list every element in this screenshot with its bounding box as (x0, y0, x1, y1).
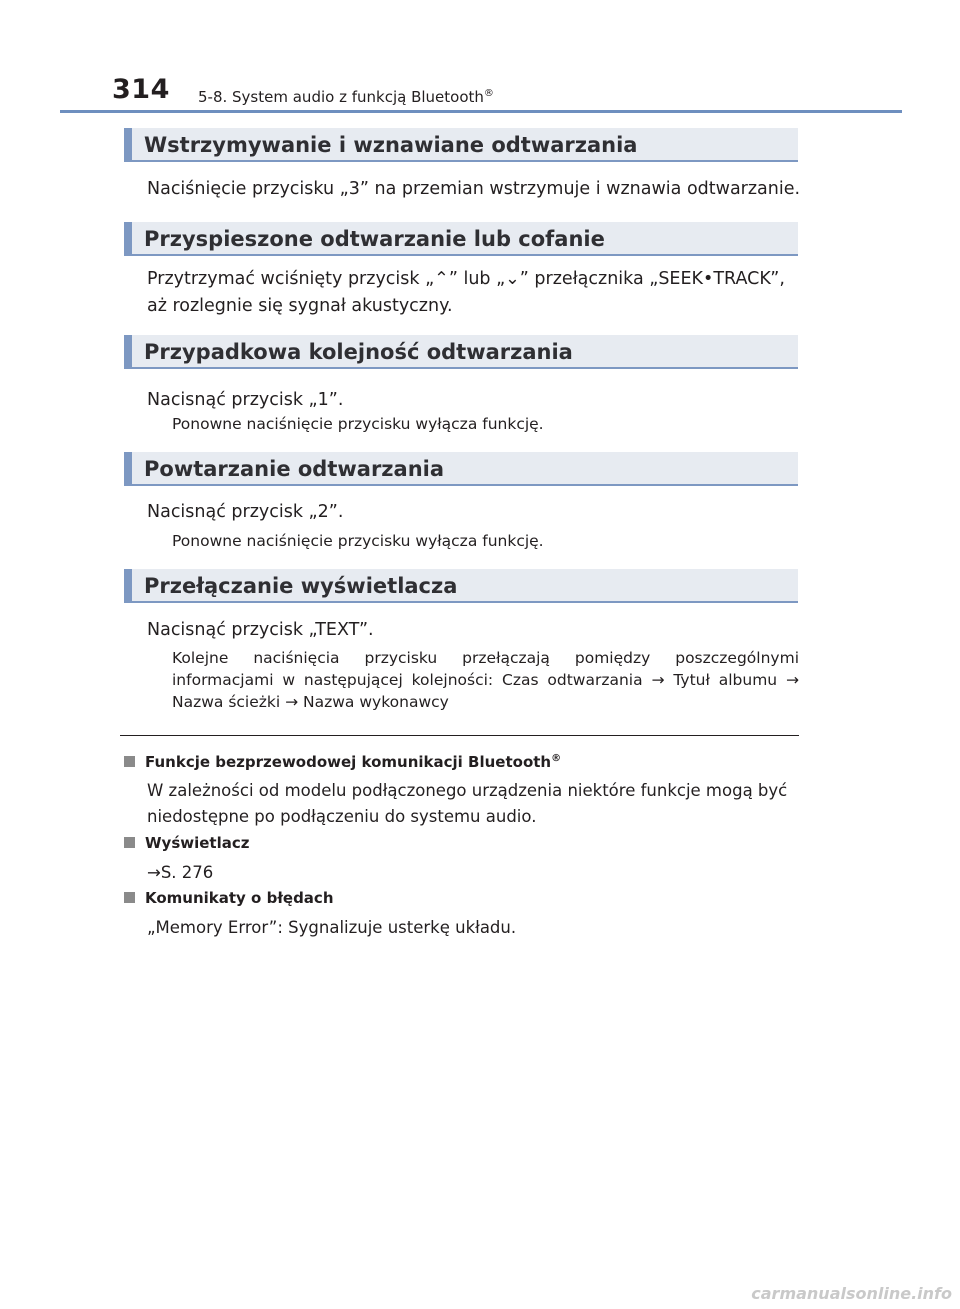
note-heading-errors (124, 889, 334, 907)
section-title: Przyspieszone odtwarzanie lub cofanie (144, 227, 605, 251)
section-title: Powtarzanie odtwarzania (144, 457, 445, 481)
chapter-title-text: 5-8. System audio z funkcją Bluetooth (198, 88, 484, 106)
header-rule (60, 110, 902, 113)
note-title: Funkcje bezprzewodowej komunikacji Bluetooth (145, 753, 552, 771)
section-heading-pause-resume (124, 128, 798, 162)
note-text: W zależności od modelu podłączonego urządzenia niektóre funkcje mogą być niedostępne po podłączeniu do systemu audio. (147, 781, 788, 826)
note-heading-display (124, 834, 249, 852)
section-subtext: Kolejne naciśnięcia przycisku przełączają pomiędzy poszczególnymi informacjami w następującej kolejności: Czas odtwarzania → Tytuł albumu → Nazwa ścieżki → Nazwa wykonawcy (172, 649, 799, 711)
section-heading-display (124, 569, 798, 603)
note-heading-bluetooth (124, 753, 561, 771)
section-heading-repeat (124, 452, 798, 486)
note-title: Wyświetlacz (145, 834, 250, 852)
section-text-line: Przytrzymać wciśnięty przycisk „⌃” lub „⌄” przełącznika „SEEK•TRACK”, (147, 269, 785, 289)
notes-divider (120, 735, 799, 736)
watermark: carmanualsonline.info (751, 1284, 952, 1303)
section-title: Wstrzymywanie i wznawiane odtwarzania (144, 133, 638, 157)
square-bullet-icon (124, 756, 135, 767)
section-text-line: aż rozlegnie się sygnał akustyczny. (147, 296, 453, 316)
square-bullet-icon (124, 837, 135, 848)
registered-mark: ® (483, 88, 494, 99)
note-text: →S. 276 (147, 863, 214, 882)
page-number: 314 (112, 74, 170, 105)
note-text: „Memory Error”: Sygnalizuje usterkę układu. (147, 918, 517, 937)
section-heading-fast-forward (124, 222, 798, 256)
registered-mark: ® (551, 753, 562, 764)
note-title: Komunikaty o błędach (145, 889, 334, 907)
chapter-title (198, 88, 494, 106)
section-heading-random (124, 335, 798, 369)
section-text: Naciśnięcie przycisku „3” na przemian wstrzymuje i wznawia odtwarzanie. (147, 179, 801, 199)
section-title: Przełączanie wyświetlacza (144, 574, 458, 598)
section-subtext: Ponowne naciśnięcie przycisku wyłącza funkcję. (172, 532, 544, 550)
section-title: Przypadkowa kolejność odtwarzania (144, 340, 573, 364)
section-text: Nacisnąć przycisk „2”. (147, 502, 344, 522)
section-text: Nacisnąć przycisk „1”. (147, 390, 344, 410)
section-subtext: Ponowne naciśnięcie przycisku wyłącza funkcję. (172, 415, 544, 433)
square-bullet-icon (124, 892, 135, 903)
section-text: Nacisnąć przycisk „TEXT”. (147, 620, 374, 640)
